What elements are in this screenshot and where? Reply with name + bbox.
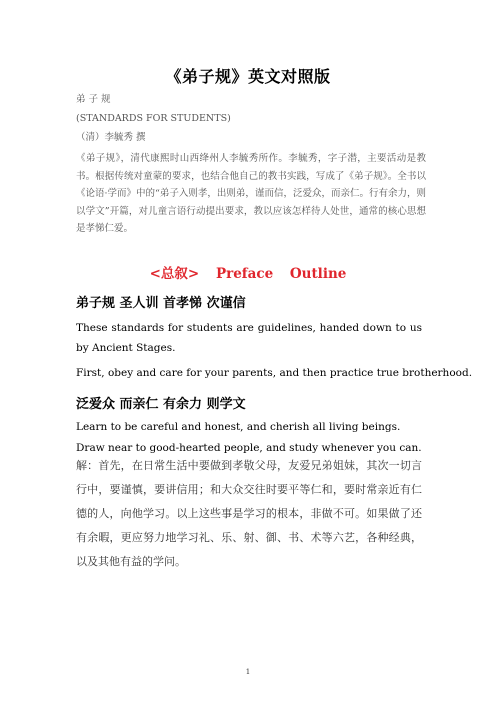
verse-2-translation-b: Draw near to good-hearted people, and study whenever you can.: [76, 442, 422, 454]
page-number: 1: [245, 668, 251, 676]
book-name-english: (STANDARDS FOR STUDENTS): [76, 113, 231, 124]
intro-paragraph: 《弟子规》，清代康熙时山西绛州人李毓秀所作。李毓秀，字子潜，主要活动是教书。根据传统对童蒙的要求，也结合他自己的教书实践，写成了《弟子规》。全书以《论语·学而》中的“弟子入则孝，出则弟，谨而信，泛爱众，而亲仁。行有余力，则以学文”开篇，对儿童言语行动提出要求，教以应该怎样待人处世，通常的核心思想是孝悌仁爱。: [76, 153, 426, 234]
book-name: 弟 子 规: [76, 94, 111, 105]
verse-1: 弟子规 圣人训 首孝悌 次谨信: [76, 296, 246, 311]
section-heading-preface: Preface: [215, 266, 274, 282]
section-heading: [0, 262, 496, 282]
document-title: 《弟子规》英文对照版: [165, 67, 331, 86]
verse-1-translation-a: These standards for students are guidelines, handed down to us by Ancient Stages.: [76, 322, 422, 354]
verse-2: 泛爱众 而亲仁 有余力 则学文: [76, 397, 246, 412]
verse-1-translation-b: First, obey and care for your parents, and then practice true brotherhood.: [76, 367, 473, 379]
section-heading-cn: <总叙>: [149, 266, 200, 282]
explanation-paragraph: 解：首先，在日常生活中要做到孝敬父母，友爱兄弟姐妹，其次一切言行中，要谨慎，要讲信用；和大众交往时要平等仁和，要时常亲近有仁德的人，向他学习。以上这些事是学习的根本，非做不可。如果做了还有余暇，更应努力地学习礼、乐、射、御、书、术等六艺，各种经典，以及其他有益的学问。: [76, 459, 422, 568]
section-heading-outline: Outline: [289, 266, 347, 282]
verse-2-translation-a: Learn to be careful and honest, and cherish all living beings.: [76, 421, 401, 433]
author-line: （清）李毓秀 撰: [76, 132, 146, 143]
